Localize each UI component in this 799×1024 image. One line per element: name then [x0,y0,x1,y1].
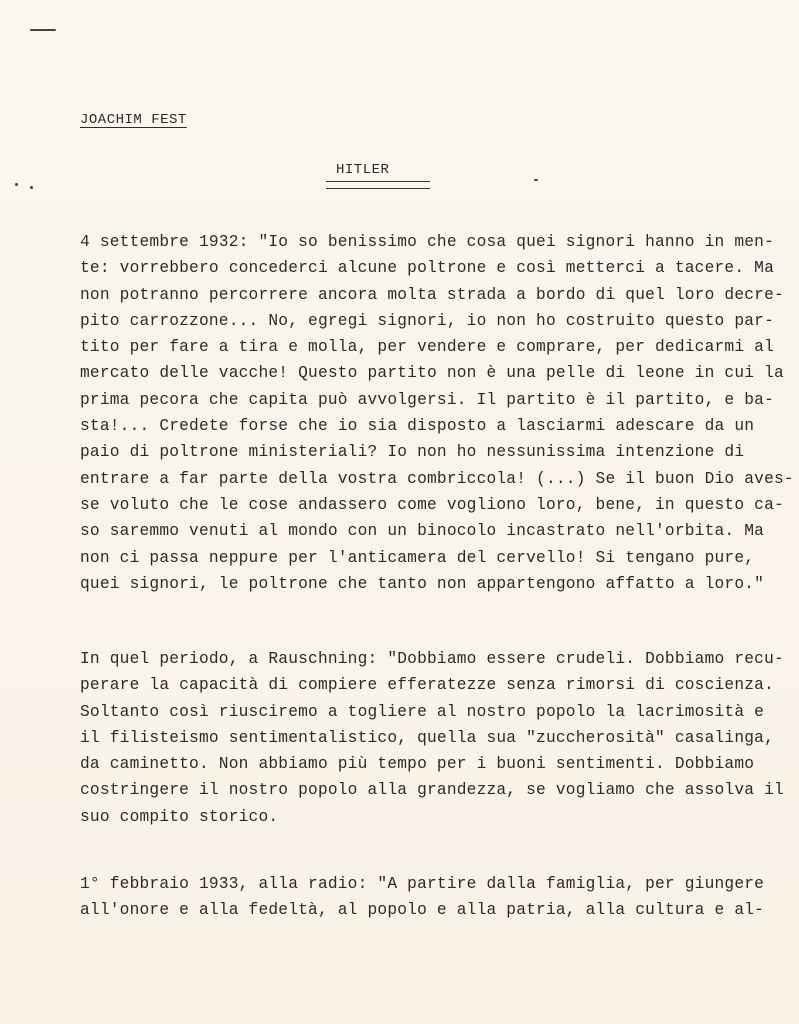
text-line: pito carrozzone... No, egregi signori, io non ho costruito questo par- [80,311,774,330]
text-line: sta!... Credete forse che io sia disposto a lasciarmi adescare da un [80,417,755,436]
text-line: paio di poltrone ministeriali? Io non ho nessunissima intenzione di [80,443,745,462]
text-line: il filisteismo sentimentalistico, quella sua "zuccherosità" casalinga, [80,728,774,747]
text-line: suo compito storico. [80,807,279,826]
ink-mark [30,29,56,31]
ink-speck [534,179,538,181]
text-line: non potranno percorrere ancora molta strada a bordo di quel loro decre- [80,285,784,304]
text-line: te: vorrebbero concederci alcune poltrone e così metterci a tacere. Ma [80,259,774,278]
text-line: quei signori, le poltrone che tanto non appartengono affatto a loro." [80,574,765,593]
text-line: 4 settembre 1932: "Io so benissimo che cosa quei signori hanno in men- [80,233,774,251]
paragraph-1 [80,229,794,597]
text-line: mercato delle vacche! Questo partito non è una pelle di leone in cui la [80,364,784,383]
text-line: In quel periodo, a Rauschning: "Dobbiamo essere crudeli. Dobbiamo recu- [80,650,784,668]
document-title: HITLER [336,162,390,178]
text-line: so saremmo venuti al mondo con un binocolo incastrato nell'orbita. Ma [80,522,765,541]
text-line: costringere il nostro popolo alla grandezza, se vogliamo che assolva il [80,781,784,800]
paragraph-3 [80,871,780,924]
text-line: non ci passa neppure per l'anticamera del cervello! Si tengano pure, [80,548,755,567]
paragraph-2 [80,646,784,830]
author-heading: JOACHIM FEST [80,112,187,128]
ink-speck [30,186,33,189]
text-line: prima pecora che capita può avvolgersi. Il partito è il partito, e ba- [80,390,774,409]
ink-speck [15,183,18,186]
text-line: se voluto che le cose andassero come vogliono loro, bene, in questo ca- [80,495,784,514]
text-line: all'onore e alla fedeltà, al popolo e alla patria, alla cultura e al- [80,901,765,920]
text-line: perare la capacità di compiere efferatezze senza rimorsi di coscienza. [80,676,774,695]
title-double-underline [326,181,430,189]
text-line: da caminetto. Non abbiamo più tempo per i buoni sentimenti. Dobbiamo [80,755,755,774]
text-line: entrare a far parte della vostra combriccola! (...) Se il buon Dio aves- [80,469,794,488]
text-line: Soltanto così riusciremo a togliere al nostro popolo la lacrimosità e [80,702,765,721]
text-line: tito per fare a tira e molla, per vendere e comprare, per dedicarmi al [80,338,774,357]
text-line: 1° febbraio 1933, alla radio: "A partire dalla famiglia, per giungere [80,875,765,893]
